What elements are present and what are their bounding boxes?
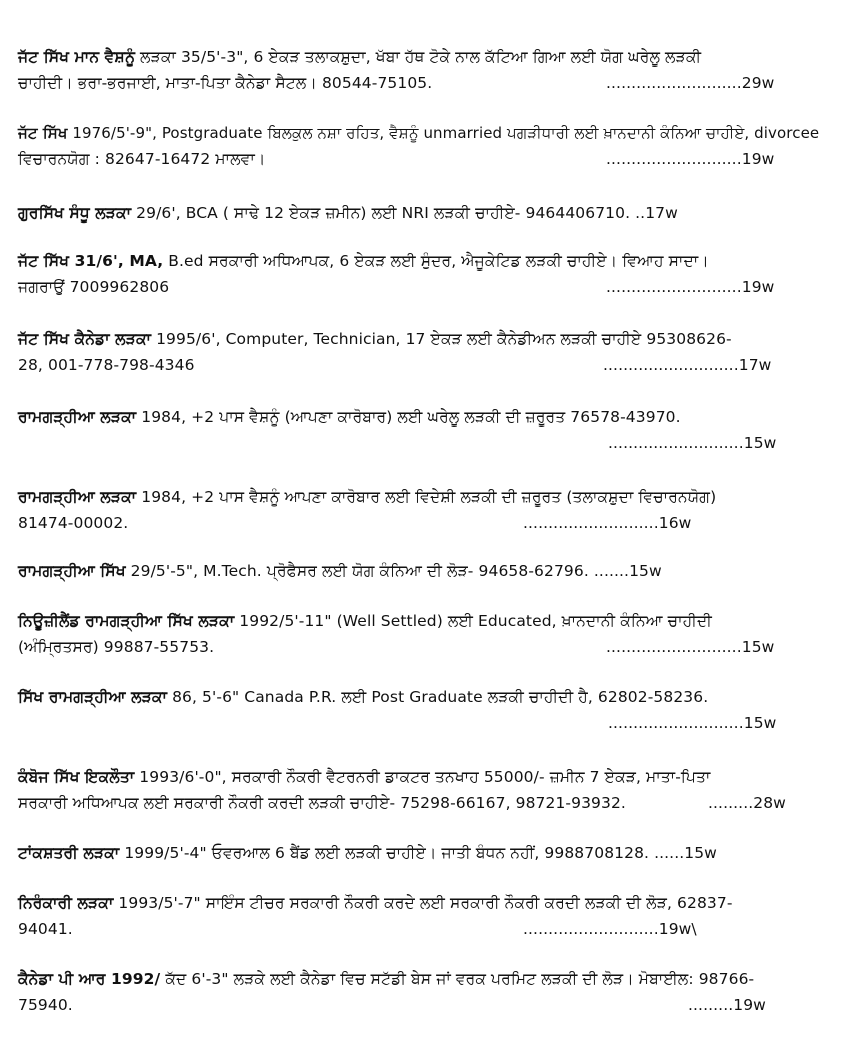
ad-lead: ਕੈਨੇਡਾ ਪੀ ਆਰ 1992/ (18, 970, 161, 988)
ad-code: ...........................15w (608, 714, 777, 732)
ad-item (18, 684, 818, 736)
ad-code: ...........................17w (603, 356, 772, 374)
ad-lead: ਕੰਬੋਜ ਸਿੱਖ ਇਕਲੌਤਾ (18, 768, 135, 786)
ad-code: ...........................29w (606, 74, 775, 92)
ad-line-2 (18, 70, 818, 96)
ad-text: 29/5'-5", M.Tech. ਪ੍ਰੋਫੈਸਰ ਲਈ ਯੋਗ ਕੰਨਿਆ ਦੀ ਲੋੜ- 94658-62796. .......15w (125, 562, 662, 580)
ad-text: 1993/6'-0", ਸਰਕਾਰੀ ਨੌਕਰੀ ਵੈਟਰਨਰੀ ਡਾਕਟਰ ਤਨਖਾਹ 55000/- ਜ਼ਮੀਨ 7 ਏਕੜ, ਮਾਤਾ-ਪਿਤਾ (134, 768, 711, 786)
ad-text-2: 28, 001-778-798-4346 (18, 356, 195, 374)
ad-lead: ਸਿੱਖ ਰਾਮਗੜ੍ਹੀਆ ਲੜਕਾ (18, 688, 168, 706)
ad-line-2 (18, 510, 818, 536)
ad-lead: ਜੱਟ ਸਿੱਖ 31/6', MA, (18, 252, 164, 270)
ad-line-1 (18, 120, 818, 146)
ad-lead: ਜੱਟ ਸਿੱਖ ਕੈਨੇਡਾ ਲੜਕਾ (18, 330, 152, 348)
ad-item (18, 200, 818, 226)
ad-code: ...........................19w\ (523, 920, 697, 938)
ad-line-1 (18, 558, 818, 584)
ad-item (18, 44, 818, 96)
ad-code: ...........................15w (606, 638, 775, 656)
ad-text: 1984, +2 ਪਾਸ ਵੈਸ਼ਨੂੰ ਆਪਣਾ ਕਾਰੋਬਾਰ ਲਈ ਵਿਦੇਸ਼ੀ ਲੜਕੀ ਦੀ ਜ਼ਰੂਰਤ (ਤਲਾਕਸ਼ੁਦਾ ਵਿਚਾਰਨਯੋਗ) (136, 488, 717, 506)
ad-code: .........28w (708, 794, 786, 812)
ad-lead: ਰਾਮਗੜ੍ਹੀਆ ਲੜਕਾ (18, 408, 137, 426)
ad-item (18, 608, 818, 660)
ad-lead: ਜੱਟ ਸਿੱਖ ਮਾਨ ਵੈਸ਼ਨੂੰ (18, 48, 136, 66)
ad-text: 86, 5'-6" Canada P.R. ਲਈ Post Graduate ਲੜਕੀ ਚਾਹੀਦੀ ਹੈ, 62802-58236. (167, 688, 709, 706)
ad-item (18, 840, 818, 866)
ad-line-1 (18, 684, 818, 710)
ad-line-1 (18, 404, 818, 430)
ad-text-2: ਜਗਰਾਉਂ 7009962806 (18, 278, 170, 296)
ad-line-2 (18, 916, 818, 942)
ad-code: .........19w (688, 996, 766, 1014)
ad-lead: ਨਿਰੰਕਾਰੀ ਲੜਕਾ (18, 894, 114, 912)
ad-text-2: ਚਾਹੀਦੀ। ਭਰਾ-ਭਰਜਾਈ, ਮਾਤਾ-ਪਿਤਾ ਕੈਨੇਡਾ ਸੈਟਲ। 80544-75105. (18, 74, 433, 92)
ad-lead: ਜੱਟ ਸਿੱਖ (18, 124, 68, 142)
ad-code: ...........................19w (606, 150, 775, 168)
ad-text: B.ed ਸਰਕਾਰੀ ਅਧਿਆਪਕ, 6 ਏਕੜ ਲਈ ਸੁੰਦਰ, ਐਜੂਕੇਟਿਡ ਲੜਕੀ ਚਾਹੀਏ। ਵਿਆਹ ਸਾਦਾ। (163, 252, 709, 270)
ad-item (18, 404, 818, 456)
ad-text: 1995/6', Computer, Technician, 17 ਏਕੜ ਲਈ ਕੈਨੇਡੀਅਨ ਲੜਕੀ ਚਾਹੀਏ 95308626- (151, 330, 732, 348)
ad-code: ...........................19w (606, 278, 775, 296)
ad-lead: ਗੁਰਸਿੱਖ ਸੰਧੂ ਲੜਕਾ (18, 204, 132, 222)
ad-item (18, 326, 818, 378)
ad-text-2: (ਅੰਮ੍ਰਿਤਸਰ) 99887-55753. (18, 638, 215, 656)
ad-line-1 (18, 200, 818, 226)
ad-line-2 (18, 710, 818, 736)
ad-item (18, 764, 818, 816)
ad-lead: ਰਾਮਗੜ੍ਹੀਆ ਲੜਕਾ (18, 488, 137, 506)
ad-line-2 (18, 790, 818, 816)
ad-line-1 (18, 44, 818, 70)
ad-line-1 (18, 840, 818, 866)
ad-text: ਕੱਦ 6'-3" ਲੜਕੇ ਲਈ ਕੈਨੇਡਾ ਵਿਚ ਸਟੱਡੀ ਬੇਸ ਜਾਂ ਵਰਕ ਪਰਮਿਟ ਲੜਕੀ ਦੀ ਲੋੜ। ਮੋਬਾਈਲ: 98766- (160, 970, 755, 988)
ad-text-2: ਸਰਕਾਰੀ ਅਧਿਆਪਕ ਲਈ ਸਰਕਾਰੀ ਨੌਕਰੀ ਕਰਦੀ ਲੜਕੀ ਚਾਹੀਏ- 75298-66167, 98721-93932. (18, 794, 626, 812)
ad-line-2 (18, 992, 818, 1018)
ad-text-2: 94041. (18, 920, 73, 938)
ad-text: ਲੜਕਾ 35/5'-3", 6 ਏਕੜ ਤਲਾਕਸ਼ੁਦਾ, ਖੱਬਾ ਹੱਥ ਟੋਕੇ ਨਾਲ ਕੱਟਿਆ ਗਿਆ ਲਈ ਯੋਗ ਘਰੇਲੂ ਲੜਕੀ (135, 48, 702, 66)
ad-line-2 (18, 634, 818, 660)
ad-text: 29/6', BCA ( ਸਾਢੇ 12 ਏਕੜ ਜ਼ਮੀਨ) ਲਈ NRI ਲੜਕੀ ਚਾਹੀਏ- 9464406710. ..17w (131, 204, 678, 222)
ad-item (18, 120, 818, 172)
ad-item (18, 890, 818, 942)
ad-item (18, 558, 818, 584)
ad-line-1 (18, 890, 818, 916)
ad-code: ...........................16w (523, 514, 692, 532)
ad-code: ...........................15w (608, 434, 777, 452)
ad-text: 1976/5'-9", Postgraduate ਬਿਲਕੁਲ ਨਸ਼ਾ ਰਹਿਤ, ਵੈਸ਼ਨੂੰ unmarried ਪਗੜੀਧਾਰੀ ਲਈ ਖ਼ਾਨਦਾਨੀ ਕੰਨਿਆ ਚਾਹੀਏ, divorcee (67, 124, 820, 142)
ad-text-2: 75940. (18, 996, 73, 1014)
ad-line-1 (18, 484, 818, 510)
ad-line-2 (18, 430, 818, 456)
ad-line-1 (18, 608, 818, 634)
ad-text-2: ਵਿਚਾਰਨਯੋਗ : 82647-16472 ਮਾਲਵਾ। (18, 150, 266, 168)
ad-text: 1993/5'-7" ਸਾਇੰਸ ਟੀਚਰ ਸਰਕਾਰੀ ਨੌਕਰੀ ਕਰਦੇ ਲਈ ਸਰਕਾਰੀ ਨੌਕਰੀ ਕਰਦੀ ਲੜਕੀ ਦੀ ਲੋੜ, 62837- (113, 894, 733, 912)
ad-line-1 (18, 248, 818, 274)
ad-lead: ਰਾਮਗੜ੍ਹੀਆ ਸਿੱਖ (18, 562, 126, 580)
ad-line-2 (18, 146, 818, 172)
ad-item (18, 248, 818, 300)
ad-line-1 (18, 966, 818, 992)
ad-lead: ਟਾਂਕਸ਼ਤਰੀ ਲੜਕਾ (18, 844, 120, 862)
ad-item (18, 484, 818, 536)
ad-lead: ਨਿਊਜ਼ੀਲੈਂਡ ਰਾਮਗੜ੍ਹੀਆ ਸਿੱਖ ਲੜਕਾ (18, 612, 235, 630)
ad-text: 1999/5'-4" ਓਵਰਆਲ 6 ਬੈਂਡ ਲਈ ਲੜਕੀ ਚਾਹੀਏ। ਜਾਤੀ ਬੰਧਨ ਨਹੀਂ, 9988708128. ......15w (119, 844, 717, 862)
ad-line-1 (18, 326, 818, 352)
ad-line-1 (18, 764, 818, 790)
ad-text-2: 81474-00002. (18, 514, 129, 532)
ad-item (18, 966, 818, 1018)
ad-line-2 (18, 274, 818, 300)
ad-line-2 (18, 352, 818, 378)
ad-text: 1984, +2 ਪਾਸ ਵੈਸ਼ਨੂੰ (ਆਪਣਾ ਕਾਰੋਬਾਰ) ਲਈ ਘਰੇਲੂ ਲੜਕੀ ਦੀ ਜ਼ਰੂਰਤ 76578-43970. (136, 408, 681, 426)
ad-text: 1992/5'-11" (Well Settled) ਲਈ Educated, ਖ਼ਾਨਦਾਨੀ ਕੰਨਿਆ ਚਾਹੀਦੀ (234, 612, 712, 630)
